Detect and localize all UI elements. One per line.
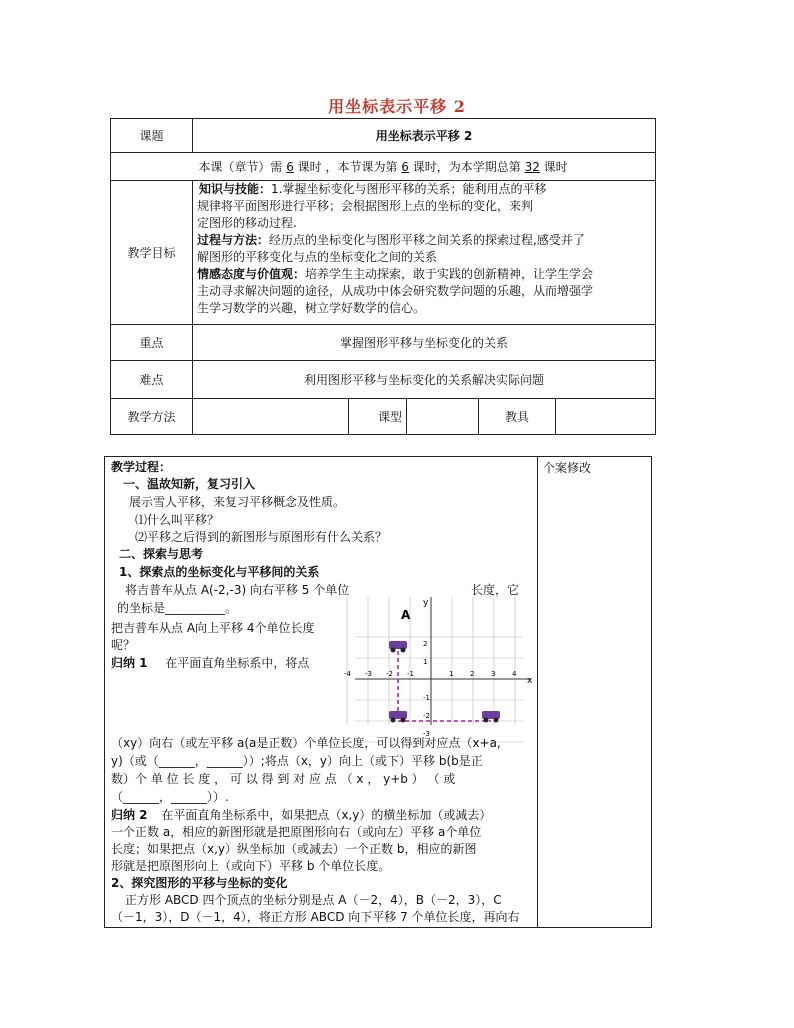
topic-value: 用坐标表示平移 2 xyxy=(193,119,656,153)
goal-knowledge-3: 定图形的移动过程. xyxy=(197,216,297,230)
hours-mid1: 课时 ，本节课为第 xyxy=(293,160,402,174)
coordinate-graph xyxy=(344,593,537,738)
process-line-20: 形就是把原图形向上（或向下）平移 b 个单位长度。 xyxy=(111,859,391,873)
goals-label: 教学目标 xyxy=(111,181,193,325)
x-tick-label: -4 xyxy=(344,670,351,678)
topic-label: 课题 xyxy=(111,119,193,153)
method-value xyxy=(193,399,349,435)
difficulty-value: 利用图形平移与坐标变化的关系解决实际问题 xyxy=(193,361,656,399)
goal-emotion-2: 主动寻求解决问题的途径，从成功中体会研究数学问题的乐趣，从而增强学 xyxy=(197,284,594,298)
teaching-process-box xyxy=(104,456,652,928)
subsection-1-heading: 1、探索点的坐标变化与平移间的关系 xyxy=(119,565,320,579)
process-heading: 教学过程： xyxy=(111,460,172,474)
type-label: 课型 xyxy=(349,399,407,435)
goal-knowledge-label: 知识与技能： xyxy=(199,182,272,196)
process-line-8b: 长度，它 xyxy=(471,583,520,597)
key-value: 掌握图形平移与坐标变化的关系 xyxy=(193,325,656,361)
x-axis-label: x xyxy=(527,676,533,686)
tool-label: 教具 xyxy=(479,399,556,435)
x-tick-label: 3 xyxy=(491,670,496,678)
goal-knowledge-2: 规律将平面图形进行平移；会根据图形上点的坐标的变化，来判 xyxy=(197,199,534,213)
process-line-8a: 将吉普车从点 A(-2,-3) 向右平移 5 个单位 xyxy=(125,583,350,597)
jeep-icon xyxy=(389,641,407,653)
x-tick-label: 4 xyxy=(512,670,517,678)
tool-value xyxy=(556,399,656,435)
subsection-2-heading: 2、探究图形的平移与坐标的变化 xyxy=(111,876,288,890)
y-axis-label: y xyxy=(423,598,429,608)
y-tick-label: 2 xyxy=(423,640,428,648)
y-tick-label: -2 xyxy=(423,712,430,720)
process-line-23: （－1，3），D（－1，4），将正方形 ABCD 向下平移 7 个单位长度，再向右 xyxy=(111,910,520,924)
summary-2 xyxy=(111,807,491,824)
goal-knowledge-1: 1.掌握坐标变化与图形平移的关系；能利用点的平移 xyxy=(271,182,547,196)
process-line-13: （xy）向右（或左平移 a(a是正数）个单位长度，可以得到对应点（x+a, xyxy=(111,736,501,750)
goal-process-2: 解图形的平移变化与点的坐标变化之间的关系 xyxy=(197,250,438,264)
process-line-22: 正方形 ABCD 四个顶点的坐标分别是点 A（－2，4），B（－2，3），C xyxy=(125,893,502,907)
summary-2-text: 在平面直角坐标系中，如果把点（x,y）的横坐标加（或减去） xyxy=(161,808,492,822)
goal-emotion-3: 生学习数学的兴趣，树立学好数学的信心。 xyxy=(197,301,426,315)
y-tick-label: -3 xyxy=(423,730,430,738)
process-line-10: 把吉普车从点 A向上平移 4个单位长度 xyxy=(111,621,315,635)
hours-total: 32 xyxy=(524,160,540,174)
section-1-heading: 一、温故知新，复习引入 xyxy=(123,477,256,491)
goal-process-label: 过程与方法： xyxy=(197,233,270,247)
process-line-3: 展示雪人平移，来复习平移概念及性质。 xyxy=(129,495,346,509)
process-line-19: 长度；如果把点（x,y）纵坐标加（或减去）一个正数 b，相应的新图 xyxy=(111,842,477,856)
process-line-15: 数）个 单 位 长 度 ， 可 以 得 到 对 应 点 （ x ， y+b ） （ 或 xyxy=(111,772,456,786)
goal-process-1: 经历点的坐标变化与图形平移之间关系的探索过程,感受并了 xyxy=(269,233,585,247)
process-line-16: （______，______））. xyxy=(111,790,229,804)
question-1: ⑴什么叫平移？ xyxy=(135,513,220,527)
lesson-plan-table xyxy=(110,118,656,435)
x-tick-label: 1 xyxy=(449,670,454,678)
point-a-label: A xyxy=(401,608,411,622)
summary-1-label: 归纳 1 xyxy=(111,656,148,670)
method-label: 教学方法 xyxy=(111,399,193,435)
y-tick-label: -1 xyxy=(423,694,430,702)
hours-suffix: 课时 xyxy=(539,160,568,174)
hours-mid2: 课时，为本学期总第 xyxy=(408,160,525,174)
goal-emotion-1: 培养学生主动探索，敢于实践的创新精神，让学生学会 xyxy=(305,267,594,281)
process-line-18: 一个正数 a，相应的新图形就是把原图形向右（或向左）平移 a个单位 xyxy=(111,825,482,839)
process-line-11: 呢？ xyxy=(111,638,136,652)
side-note-label: 个案修改 xyxy=(543,461,592,475)
column-divider xyxy=(537,457,538,927)
x-tick-label: -1 xyxy=(407,670,414,678)
x-tick-label: -2 xyxy=(386,670,393,678)
difficulty-label: 难点 xyxy=(111,361,193,399)
question-2: ⑵平移之后得到的新图形与原图形有什么关系？ xyxy=(135,530,388,544)
x-tick-label: -3 xyxy=(365,670,372,678)
process-line-9: 的坐标是__________。 xyxy=(117,601,238,615)
y-tick-label: 1 xyxy=(423,658,428,666)
page-title: 用坐标表示平移 2 xyxy=(328,97,466,116)
summary-1-text: 在平面直角坐标系中，将点 xyxy=(165,656,310,670)
x-tick-label: 2 xyxy=(470,670,475,678)
goal-emotion-label: 情感态度与价值观： xyxy=(197,267,306,281)
section-2-heading: 二、探索与思考 xyxy=(119,547,204,561)
hours-prefix: 本课（章节）需 xyxy=(198,160,287,174)
hours-row xyxy=(111,153,656,181)
summary-1 xyxy=(111,655,309,672)
hours-need: 6 xyxy=(286,160,294,174)
goals-content xyxy=(193,181,656,325)
key-label: 重点 xyxy=(111,325,193,361)
process-line-14: y)（或（______，______））;将点（x，y）向上（或下）平移 b(b是正 xyxy=(111,754,483,768)
summary-2-label: 归纳 2 xyxy=(111,808,148,822)
type-value xyxy=(407,399,479,435)
hours-nth: 6 xyxy=(401,160,409,174)
